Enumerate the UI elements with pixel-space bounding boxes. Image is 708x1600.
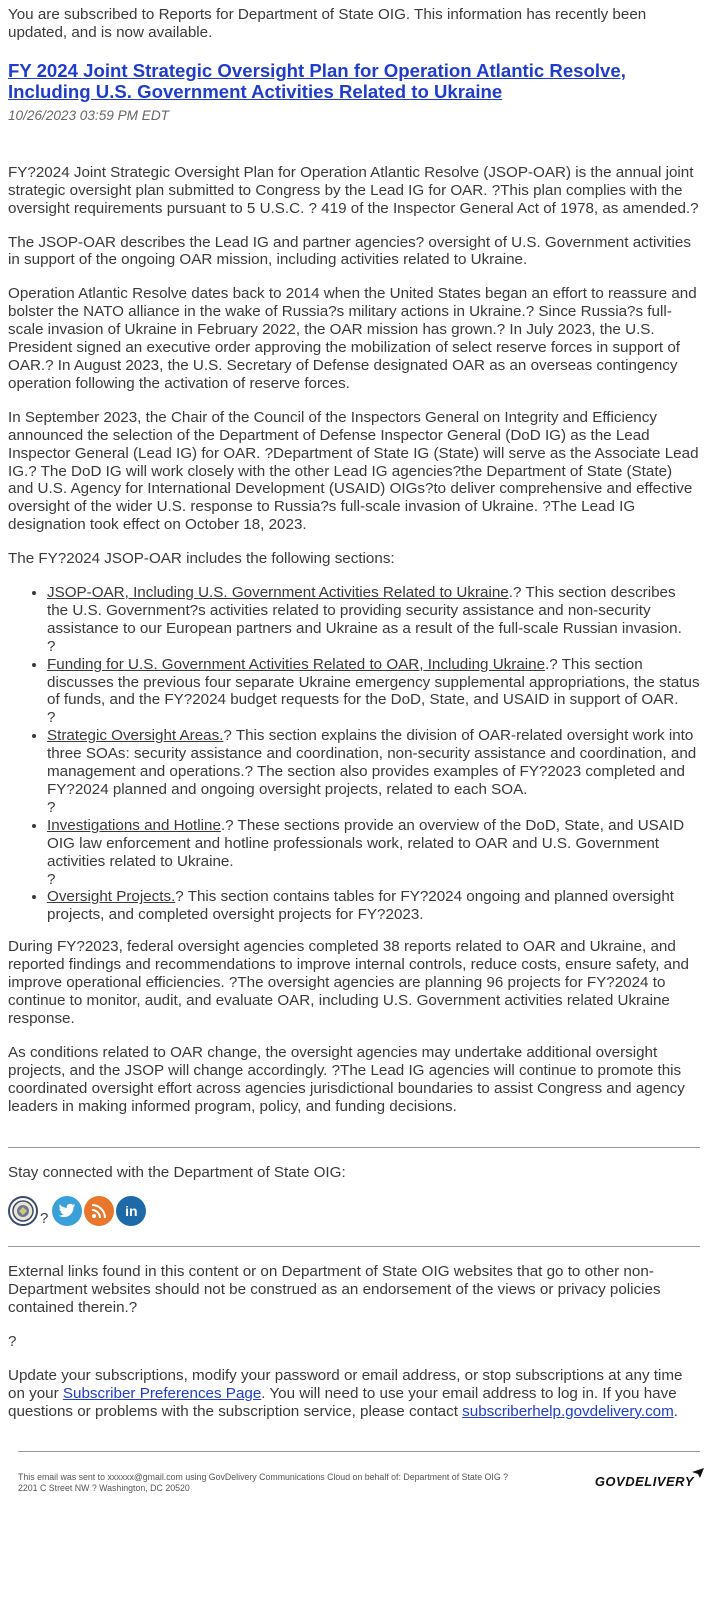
footer-address: 2201 C Street NW ? Washington, DC 20520	[18, 1482, 190, 1493]
section-description: ? This section explains the division of OAR-related oversight work into three SOAs: security assistance and coordination, non-security assistance and coordination, and management and operations.? The section also provides examples of FY?2023 completed and FY?2024 planned and ongoing oversight projects, related to each SOA.	[47, 727, 697, 798]
section-description: .? These sections provide an overview of the DoD, State, and USAID OIG law enforcement and hotline professionals work, related to OAR and U.S. Government activities related to Ukraine.	[47, 816, 685, 870]
stray-mark: ?	[47, 709, 56, 727]
stray-mark: ?	[47, 798, 56, 816]
subscriber-preferences-link[interactable]: Subscriber Preferences Page	[62, 1384, 262, 1402]
state-seal-icon[interactable]	[8, 1196, 38, 1226]
govdelivery-logo-text: GOVDELIVERY	[594, 1473, 694, 1489]
stay-connected-label: Stay connected with the Department of State OIG:	[8, 1164, 346, 1182]
footer-sent-to: This email was sent to xxxxxx@gmail.com using GovDelivery Communications Cloud on behalf of: Department of State OIG ?	[18, 1471, 509, 1482]
stray-mark: ?	[47, 870, 56, 888]
section-description: .? This section describes the U.S. Government?s activities related to providing security assistance and non-security assistance to our European partners and Ukraine as a result of the full-scale Russian invasion.	[47, 584, 682, 637]
external-links-disclaimer: External links found in this content or on Department of State OIG websites that go to other non-Department websites should not be construed as an endorsement of the views or privacy policies contained therein.?	[8, 1263, 661, 1317]
subscriber-help-link[interactable]: subscriberhelp.govdelivery.com	[462, 1402, 674, 1420]
section-link[interactable]: Funding for U.S. Government Activities Related to OAR, Including Ukraine	[47, 655, 546, 673]
section-description: ? This section contains tables for FY?2024 ongoing and planned oversight projects, and completed oversight projects for FY?2023.	[47, 888, 675, 924]
section-link[interactable]: Strategic Oversight Areas.	[47, 727, 224, 745]
body-paragraph: As conditions related to OAR change, the oversight agencies may undertake additional oversight projects, and the JSOP will change accordingly. ?The Lead IG agencies will continue to promote this coordinated oversight effort across agencies jurisdictional boundaries to assist Congress and agency leaders in making informed program, policy, and funding decisions.	[8, 1043, 685, 1115]
list-item	[47, 584, 700, 656]
update-text: . You will need to use your email address to log in. If you have questions or problems with the subscription service, please contact	[8, 1384, 677, 1420]
list-item	[47, 727, 700, 817]
section-link[interactable]: JSOP-OAR, Including U.S. Government Activities Related to Ukraine	[47, 584, 509, 602]
report-title-link[interactable]: FY 2024 Joint Strategic Oversight Plan for Operation Atlantic Resolve, Including U.S. Government Activities Related to Ukraine	[8, 59, 626, 102]
body-paragraph: In September 2023, the Chair of the Council of the Inspectors General on Integrity and Efficiency announced the selection of the Department of Defense Inspector General (DoD IG) as the Lead Inspector General (Lead IG) for OAR. ?Department of State IG (State) will serve as the Associate Lead IG.? The DoD IG will work closely with the other Lead IG agencies?the Department of State (State) and U.S. Agency for International Development (USAID) OIGs?to deliver comprehensive and effective oversight of the wider U.S. response to Russia?s full-scale invasion of Ukraine. ?The Lead IG designation took effect on October 18, 2023.	[8, 408, 699, 534]
body-paragraph: FY?2024 Joint Strategic Oversight Plan for Operation Atlantic Resolve (JSOP-OAR) is the annual joint strategic oversight plan submitted to Congress by the Lead IG for OAR. ?This plan complies with the oversight requirements pursuant to 5 U.S.C. ? 419 of the Inspector General Act of 1978, as amended.?	[8, 163, 699, 217]
section-link[interactable]: Investigations and Hotline	[47, 816, 221, 834]
sections-list	[8, 584, 700, 924]
stray-mark: ?	[40, 1210, 49, 1228]
list-item	[47, 817, 700, 889]
body-paragraph: During FY?2023, federal oversight agencies completed 38 reports related to OAR and Ukraine, and reported findings and recommendations to improve internal controls, reduce costs, ensure safety, and improve operational efficiencies. ?The oversight agencies are planning 96 projects for FY?2024 to continue to monitor, audit, and evaluate OAR, including U.S. Government activities related Ukraine response.	[8, 938, 689, 1027]
list-item	[47, 888, 700, 924]
publish-date: 10/26/2023 03:59 PM EDT	[8, 107, 169, 123]
govdelivery-logo[interactable]	[595, 1474, 694, 1489]
section-description: .? This section discusses the previous four separate Ukraine emergency supplemental appropriations, the status of funds, and the FY?2024 budget requests for the DoD, State, and USAID in support of OAR.	[47, 655, 700, 709]
linkedin-icon[interactable]: in	[116, 1196, 146, 1226]
body-paragraph: The JSOP-OAR describes the Lead IG and partner agencies? oversight of U.S. Government activities in support of the ongoing OAR mission, including activities related to Ukraine.	[8, 233, 691, 269]
subscription-notice: You are subscribed to Reports for Department of State OIG. This information has recently been updated, and is now available.	[8, 6, 647, 41]
list-item	[47, 656, 700, 728]
section-link[interactable]: Oversight Projects.	[47, 888, 176, 906]
social-links	[8, 1196, 700, 1226]
subscription-management-text	[8, 1367, 700, 1421]
stray-mark: ?	[47, 637, 56, 655]
body-paragraph: Operation Atlantic Resolve dates back to 2014 when the United States began an effort to reassure and bolster the NATO alliance in the wake of Russia?s military actions in Ukraine.? Since Russia?s full-scale invasion of Ukraine in February 2022, the OAR mission has grown.? In July 2023, the U.S. President signed an executive order approving the mobilization of select reserve forces in support of OAR.? In August 2023, the U.S. Secretary of Defense designated OAR as an overseas contingency operation following the activation of reserve forces.	[8, 285, 697, 392]
update-text: Update your subscriptions, modify your password or email address, or stop subscriptions at any time on your	[8, 1366, 683, 1402]
twitter-icon[interactable]	[52, 1196, 82, 1226]
rss-icon[interactable]	[84, 1196, 114, 1226]
update-text: .	[673, 1402, 678, 1420]
report-body	[8, 164, 700, 1116]
footer	[18, 1452, 708, 1512]
sections-intro: The FY?2024 JSOP-OAR includes the following sections:	[8, 550, 395, 568]
stray-mark: ?	[8, 1333, 17, 1351]
